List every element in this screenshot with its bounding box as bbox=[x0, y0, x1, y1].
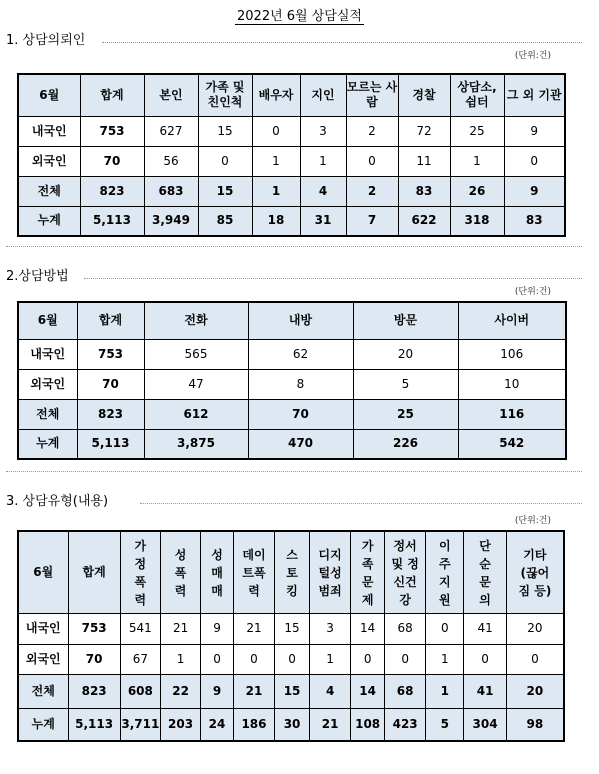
header-cell: 6월 bbox=[18, 302, 77, 339]
table-cell: 3,949 bbox=[144, 206, 198, 236]
table-cell: 9 bbox=[504, 176, 565, 206]
table-cell: 8 bbox=[248, 369, 353, 399]
table-cell: 1 bbox=[426, 674, 464, 708]
table-cell: 9 bbox=[504, 116, 565, 146]
header-cell bbox=[506, 531, 564, 614]
header-cell bbox=[309, 531, 350, 614]
table-row bbox=[18, 339, 566, 369]
table-cell: 3 bbox=[309, 614, 350, 644]
header-text: 가정폭력 bbox=[134, 538, 147, 607]
header-text: 가족문제 bbox=[361, 538, 374, 607]
table-cell: 85 bbox=[198, 206, 252, 236]
table-cell: 542 bbox=[458, 429, 566, 459]
row-label: 내국인 bbox=[18, 116, 80, 146]
table-cell: 304 bbox=[464, 709, 506, 741]
referrer-table bbox=[17, 73, 566, 237]
table-cell: 0 bbox=[233, 644, 274, 674]
table-cell: 106 bbox=[458, 339, 566, 369]
table-cell: 62 bbox=[248, 339, 353, 369]
header-cell bbox=[120, 531, 160, 614]
row-label: 내국인 bbox=[18, 339, 77, 369]
table-cell: 186 bbox=[233, 709, 274, 741]
header-text: 성매매 bbox=[211, 547, 223, 598]
header-cell bbox=[351, 531, 385, 614]
row-label: 내국인 bbox=[18, 614, 68, 644]
method-table bbox=[17, 301, 567, 460]
table-cell: 0 bbox=[384, 644, 425, 674]
dotted-divider bbox=[140, 503, 582, 504]
table-cell: 47 bbox=[144, 369, 248, 399]
table-cell: 753 bbox=[68, 614, 120, 644]
unit-label: (단위:건) bbox=[514, 287, 551, 297]
table-row bbox=[18, 116, 565, 146]
table-cell: 21 bbox=[160, 614, 200, 644]
table-row bbox=[18, 674, 564, 708]
header-cell: 6월 bbox=[18, 74, 80, 116]
table-cell: 31 bbox=[300, 206, 346, 236]
unit-label: (단위:건) bbox=[514, 51, 551, 61]
table-cell: 10 bbox=[458, 369, 566, 399]
header-text: 기타(끊어짐 등) bbox=[518, 547, 552, 598]
header-cell: 내방 bbox=[248, 302, 353, 339]
row-label: 외국인 bbox=[18, 146, 80, 176]
table-cell: 108 bbox=[351, 709, 385, 741]
section-title-referrer: 1. 상담의뢰인 bbox=[6, 33, 86, 48]
table-cell: 70 bbox=[248, 399, 353, 429]
table-row bbox=[18, 399, 566, 429]
table-cell: 470 bbox=[248, 429, 353, 459]
header-cell bbox=[275, 531, 310, 614]
row-label: 누계 bbox=[18, 429, 77, 459]
table-cell: 5,113 bbox=[80, 206, 144, 236]
table-cell: 56 bbox=[144, 146, 198, 176]
table-cell: 0 bbox=[426, 614, 464, 644]
header-cell: 가족 및 친인척 bbox=[198, 74, 252, 116]
row-label: 누계 bbox=[18, 206, 80, 236]
header-cell: 방문 bbox=[353, 302, 458, 339]
header-cell: 사이버 bbox=[458, 302, 566, 339]
header-text: 단순문의 bbox=[479, 538, 491, 607]
table-cell: 1 bbox=[252, 146, 300, 176]
table-cell: 30 bbox=[275, 709, 310, 741]
table-cell: 70 bbox=[68, 644, 120, 674]
header-text: 이주지원 bbox=[439, 538, 451, 607]
table-cell: 3,875 bbox=[144, 429, 248, 459]
header-text: 스토킹 bbox=[286, 547, 298, 598]
header-text: 성폭력 bbox=[174, 547, 187, 598]
table-cell: 26 bbox=[450, 176, 504, 206]
table-cell: 72 bbox=[398, 116, 450, 146]
dotted-divider bbox=[84, 278, 582, 279]
table-cell: 0 bbox=[252, 116, 300, 146]
row-label: 누계 bbox=[18, 709, 68, 741]
table-cell: 2 bbox=[346, 116, 398, 146]
table-cell: 627 bbox=[144, 116, 198, 146]
table-cell: 25 bbox=[353, 399, 458, 429]
dotted-divider bbox=[102, 42, 582, 43]
table-row bbox=[18, 429, 566, 459]
table-cell: 25 bbox=[450, 116, 504, 146]
table-header-row bbox=[18, 302, 566, 339]
table-cell: 3 bbox=[300, 116, 346, 146]
table-cell: 5 bbox=[353, 369, 458, 399]
section-title-method: 2.상담방법 bbox=[6, 269, 69, 284]
table-cell: 0 bbox=[201, 644, 234, 674]
section-title-type: 3. 상담유형(내용) bbox=[6, 494, 109, 509]
header-text: 디지털성범죄 bbox=[318, 547, 342, 598]
table-cell: 70 bbox=[80, 146, 144, 176]
page-title-text: 2022년 6월 상담실적 bbox=[237, 9, 362, 24]
table-cell: 1 bbox=[160, 644, 200, 674]
table-row bbox=[18, 369, 566, 399]
row-label: 외국인 bbox=[18, 644, 68, 674]
table-cell: 21 bbox=[309, 709, 350, 741]
row-label: 전체 bbox=[18, 176, 80, 206]
table-cell: 2 bbox=[346, 176, 398, 206]
table-cell: 98 bbox=[506, 709, 564, 741]
table-cell: 14 bbox=[351, 614, 385, 644]
table-cell: 21 bbox=[233, 614, 274, 644]
table-cell: 1 bbox=[309, 644, 350, 674]
table-header-row bbox=[18, 74, 565, 116]
header-cell: 배우자 bbox=[252, 74, 300, 116]
header-cell: 본인 bbox=[144, 74, 198, 116]
header-cell: 6월 bbox=[18, 531, 68, 614]
header-cell: 전화 bbox=[144, 302, 248, 339]
table-cell: 753 bbox=[77, 339, 144, 369]
dotted-divider bbox=[6, 246, 582, 247]
table-cell: 11 bbox=[398, 146, 450, 176]
table-row bbox=[18, 614, 564, 644]
table-cell: 7 bbox=[346, 206, 398, 236]
table-header-row bbox=[18, 531, 564, 614]
table-cell: 226 bbox=[353, 429, 458, 459]
table-cell: 20 bbox=[353, 339, 458, 369]
table-row bbox=[18, 206, 565, 236]
table-cell: 1 bbox=[450, 146, 504, 176]
header-cell: 경찰 bbox=[398, 74, 450, 116]
table-cell: 0 bbox=[464, 644, 506, 674]
table-cell: 14 bbox=[351, 674, 385, 708]
table-cell: 0 bbox=[198, 146, 252, 176]
header-cell bbox=[426, 531, 464, 614]
header-cell bbox=[384, 531, 425, 614]
header-cell: 모르는 사람 bbox=[346, 74, 398, 116]
header-cell bbox=[201, 531, 234, 614]
table-cell: 318 bbox=[450, 206, 504, 236]
table-cell: 753 bbox=[80, 116, 144, 146]
table-cell: 5,113 bbox=[68, 709, 120, 741]
table-cell: 21 bbox=[233, 674, 274, 708]
table-row bbox=[18, 709, 564, 741]
dotted-divider bbox=[6, 471, 582, 472]
table-cell: 0 bbox=[275, 644, 310, 674]
page-title bbox=[0, 5, 599, 24]
header-cell: 합계 bbox=[80, 74, 144, 116]
header-cell: 합계 bbox=[68, 531, 120, 614]
table-cell: 612 bbox=[144, 399, 248, 429]
table-cell: 9 bbox=[201, 674, 234, 708]
table-cell: 423 bbox=[384, 709, 425, 741]
table-cell: 683 bbox=[144, 176, 198, 206]
table-cell: 41 bbox=[464, 674, 506, 708]
header-cell bbox=[233, 531, 274, 614]
table-cell: 70 bbox=[77, 369, 144, 399]
table-cell: 0 bbox=[346, 146, 398, 176]
table-cell: 541 bbox=[120, 614, 160, 644]
table-cell: 823 bbox=[80, 176, 144, 206]
table-cell: 0 bbox=[504, 146, 565, 176]
table-cell: 608 bbox=[120, 674, 160, 708]
table-cell: 24 bbox=[201, 709, 234, 741]
table-cell: 1 bbox=[300, 146, 346, 176]
table-cell: 0 bbox=[506, 644, 564, 674]
table-cell: 67 bbox=[120, 644, 160, 674]
table-cell: 1 bbox=[426, 644, 464, 674]
table-cell: 68 bbox=[384, 674, 425, 708]
row-label: 전체 bbox=[18, 399, 77, 429]
table-cell: 15 bbox=[275, 674, 310, 708]
table-row bbox=[18, 176, 565, 206]
table-cell: 83 bbox=[398, 176, 450, 206]
table-cell: 4 bbox=[309, 674, 350, 708]
table-cell: 15 bbox=[275, 614, 310, 644]
table-cell: 20 bbox=[506, 674, 564, 708]
row-label: 전체 bbox=[18, 674, 68, 708]
header-cell: 지인 bbox=[300, 74, 346, 116]
table-cell: 5,113 bbox=[77, 429, 144, 459]
unit-label: (단위:건) bbox=[514, 516, 551, 526]
table-cell: 5 bbox=[426, 709, 464, 741]
type-table bbox=[17, 530, 565, 742]
table-cell: 3,711 bbox=[120, 709, 160, 741]
header-cell: 상담소, 쉼터 bbox=[450, 74, 504, 116]
header-text: 정서 및 정신건강 bbox=[391, 538, 419, 607]
header-cell: 합계 bbox=[77, 302, 144, 339]
header-cell bbox=[464, 531, 506, 614]
table-cell: 823 bbox=[77, 399, 144, 429]
table-cell: 4 bbox=[300, 176, 346, 206]
table-cell: 823 bbox=[68, 674, 120, 708]
table-cell: 9 bbox=[201, 614, 234, 644]
row-label: 외국인 bbox=[18, 369, 77, 399]
table-cell: 41 bbox=[464, 614, 506, 644]
table-cell: 15 bbox=[198, 176, 252, 206]
table-cell: 1 bbox=[252, 176, 300, 206]
table-cell: 622 bbox=[398, 206, 450, 236]
table-row bbox=[18, 644, 564, 674]
table-cell: 0 bbox=[351, 644, 385, 674]
header-cell bbox=[160, 531, 200, 614]
table-cell: 18 bbox=[252, 206, 300, 236]
table-cell: 68 bbox=[384, 614, 425, 644]
header-cell: 그 외 기관 bbox=[504, 74, 565, 116]
table-cell: 565 bbox=[144, 339, 248, 369]
table-cell: 83 bbox=[504, 206, 565, 236]
table-row bbox=[18, 146, 565, 176]
table-cell: 116 bbox=[458, 399, 566, 429]
table-cell: 20 bbox=[506, 614, 564, 644]
table-cell: 15 bbox=[198, 116, 252, 146]
table-cell: 22 bbox=[160, 674, 200, 708]
header-text: 데이트폭력 bbox=[242, 547, 266, 598]
table-cell: 203 bbox=[160, 709, 200, 741]
